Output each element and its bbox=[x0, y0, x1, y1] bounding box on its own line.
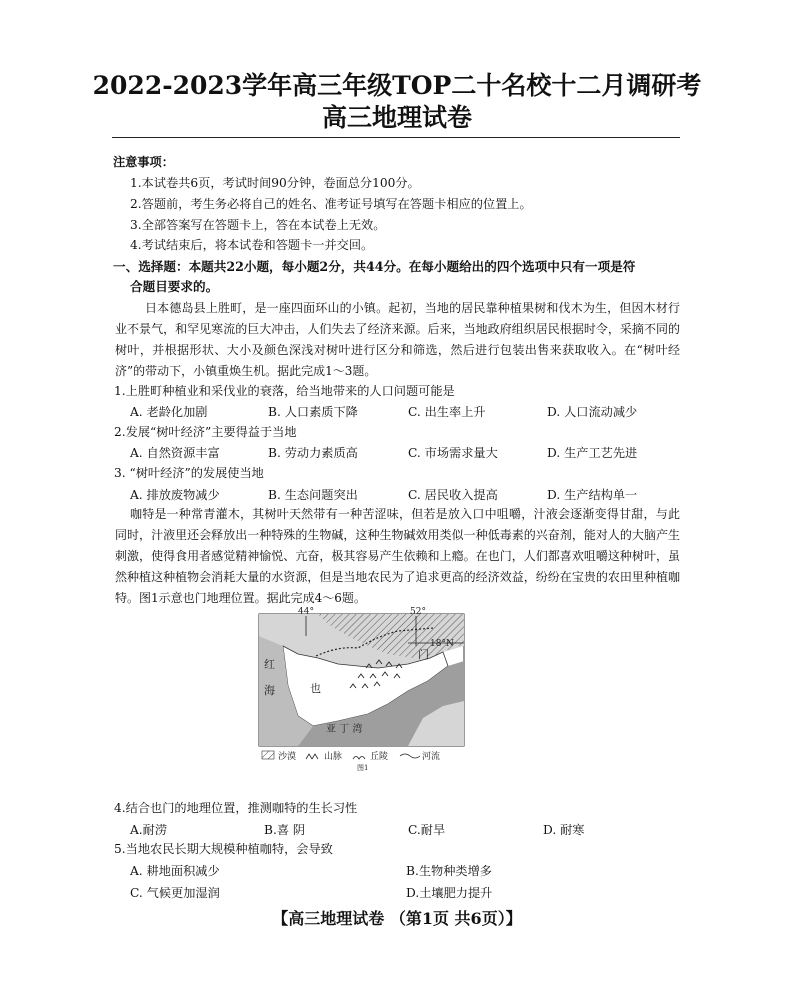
legend-mountain: 山脉 bbox=[324, 752, 343, 762]
lon-label-52: 52° bbox=[410, 607, 426, 617]
figure-caption: 图1 bbox=[357, 764, 369, 772]
red-sea-label-2: 海 bbox=[264, 684, 275, 697]
option-d[interactable]: D. 耐寒 bbox=[543, 823, 585, 837]
legend-hill-icon bbox=[353, 757, 365, 760]
legend-river: 河流 bbox=[422, 752, 441, 762]
legend-desert-swatch bbox=[262, 751, 274, 759]
note-item: 3.全部答案写在答题卡上，答在本试卷上无效。 bbox=[130, 218, 386, 232]
note-item: 4.考试结束后，将本试卷和答题卡一并交回。 bbox=[130, 238, 374, 252]
option-d[interactable]: D.土壤肥力提升 bbox=[406, 886, 493, 900]
lon-label-44: 44° bbox=[298, 607, 314, 617]
title-divider bbox=[112, 137, 680, 138]
legend-mountain-icon bbox=[306, 754, 318, 759]
option-d[interactable]: D. 生产结构单一 bbox=[547, 488, 638, 502]
gulf-label: 亚 丁 湾 bbox=[326, 724, 363, 735]
note-item: 2.答题前，考生务必将自己的姓名、准考证号填写在答题卡相应的位置上。 bbox=[130, 197, 532, 211]
question-stem: 1.上胜町种植业和采伐业的衰落，给当地带来的人口问题可能是 bbox=[114, 384, 455, 398]
question-stem: 4.结合也门的地理位置，推测咖特的生长习性 bbox=[114, 801, 358, 815]
section-heading: 一、选择题：本题共22小题，每小题2分，共44分。在每小题给出的四个选项中只有一项是符 bbox=[113, 259, 636, 274]
notes-heading: 注意事项： bbox=[113, 155, 174, 169]
legend-desert: 沙漠 bbox=[278, 752, 297, 762]
option-a[interactable]: A. 排放废物减少 bbox=[130, 488, 220, 502]
exam-title: 2022-2023学年高三年级TOP二十名校十二月调研考 bbox=[92, 71, 702, 100]
legend-hill: 丘陵 bbox=[370, 752, 389, 762]
option-b[interactable]: B.生物种类增多 bbox=[406, 864, 492, 878]
option-c[interactable]: C.耐旱 bbox=[408, 823, 446, 837]
option-c[interactable]: C. 市场需求量大 bbox=[408, 446, 498, 460]
exam-subtitle: 高三地理试卷 bbox=[321, 103, 472, 132]
option-c[interactable]: C. 气候更加湿润 bbox=[130, 886, 220, 900]
yemen-label: 也 bbox=[310, 682, 321, 695]
red-sea-label-1: 红 bbox=[264, 658, 275, 671]
option-b[interactable]: B. 生态问题突出 bbox=[268, 488, 358, 502]
question-stem: 2.发展“树叶经济”主要得益于当地 bbox=[114, 425, 297, 439]
option-b[interactable]: B.喜 阴 bbox=[264, 823, 306, 837]
yemen-map bbox=[258, 606, 470, 772]
option-a[interactable]: A. 耕地面积减少 bbox=[130, 864, 220, 878]
question-stem: 5.当地农民长期大规模种植咖特，会导致 bbox=[114, 842, 333, 856]
note-item: 1.本试卷共6页，考试时间90分钟，卷面总分100分。 bbox=[130, 176, 420, 190]
passage-2: 咖特是一种常青灌木，其树叶天然带有一种苦涩味，但若是放入口中咀嚼，汁液会逐渐变得甘甜，与此同时，汁液里还会释放出一种特殊的生物碱，这种生物碱效用类似一种低毒素的兴奋剂，能对人的大脑产生刺激，使得食用者感觉精神愉悦、亢奋，极其容易产生依赖和上瘾。在也门，人们都喜欢咀嚼这种树叶，虽然种植这种植物会消耗大量的水资源，但是当地农民为了追求更高的经济效益，纷纷在宝贵的农田里种植咖特。图1示意也门地理位置。据此完成4～6题。 bbox=[115, 507, 680, 605]
option-d[interactable]: D. 人口流动减少 bbox=[547, 405, 638, 419]
page-footer: 【高三地理试卷 （第1页 共6页）】 bbox=[272, 909, 522, 928]
option-b[interactable]: B. 人口素质下降 bbox=[268, 405, 358, 419]
option-d[interactable]: D. 生产工艺先进 bbox=[547, 446, 638, 460]
lat-label: 18°N bbox=[430, 639, 454, 649]
option-b[interactable]: B. 劳动力素质高 bbox=[268, 446, 358, 460]
option-a[interactable]: A.耐涝 bbox=[130, 823, 168, 837]
legend-river-icon bbox=[400, 754, 420, 758]
men-label: 门 bbox=[418, 648, 429, 661]
option-a[interactable]: A. 老龄化加剧 bbox=[130, 405, 208, 419]
passage-1: 日本德岛县上胜町，是一座四面环山的小镇。起初，当地的居民靠种植果树和伐木为生，但因木材行业不景气，和罕见寒流的巨大冲击，人们失去了经济来源。后来，当地政府组织居民根据时令，采摘不同的树叶，并根据形状、大小及颜色深浅对树叶进行区分和筛选，然后进行包装出售来获取收入。在“树叶经济”的带动下，小镇重焕生机。据此完成1～3题。 bbox=[115, 301, 680, 378]
question-stem: 3. “树叶经济”的发展使当地 bbox=[114, 466, 264, 480]
option-a[interactable]: A. 自然资源丰富 bbox=[130, 446, 220, 460]
option-c[interactable]: C. 出生率上升 bbox=[408, 405, 486, 419]
option-c[interactable]: C. 居民收入提高 bbox=[408, 488, 498, 502]
section-heading-cont: 合题目要求的。 bbox=[130, 279, 219, 294]
